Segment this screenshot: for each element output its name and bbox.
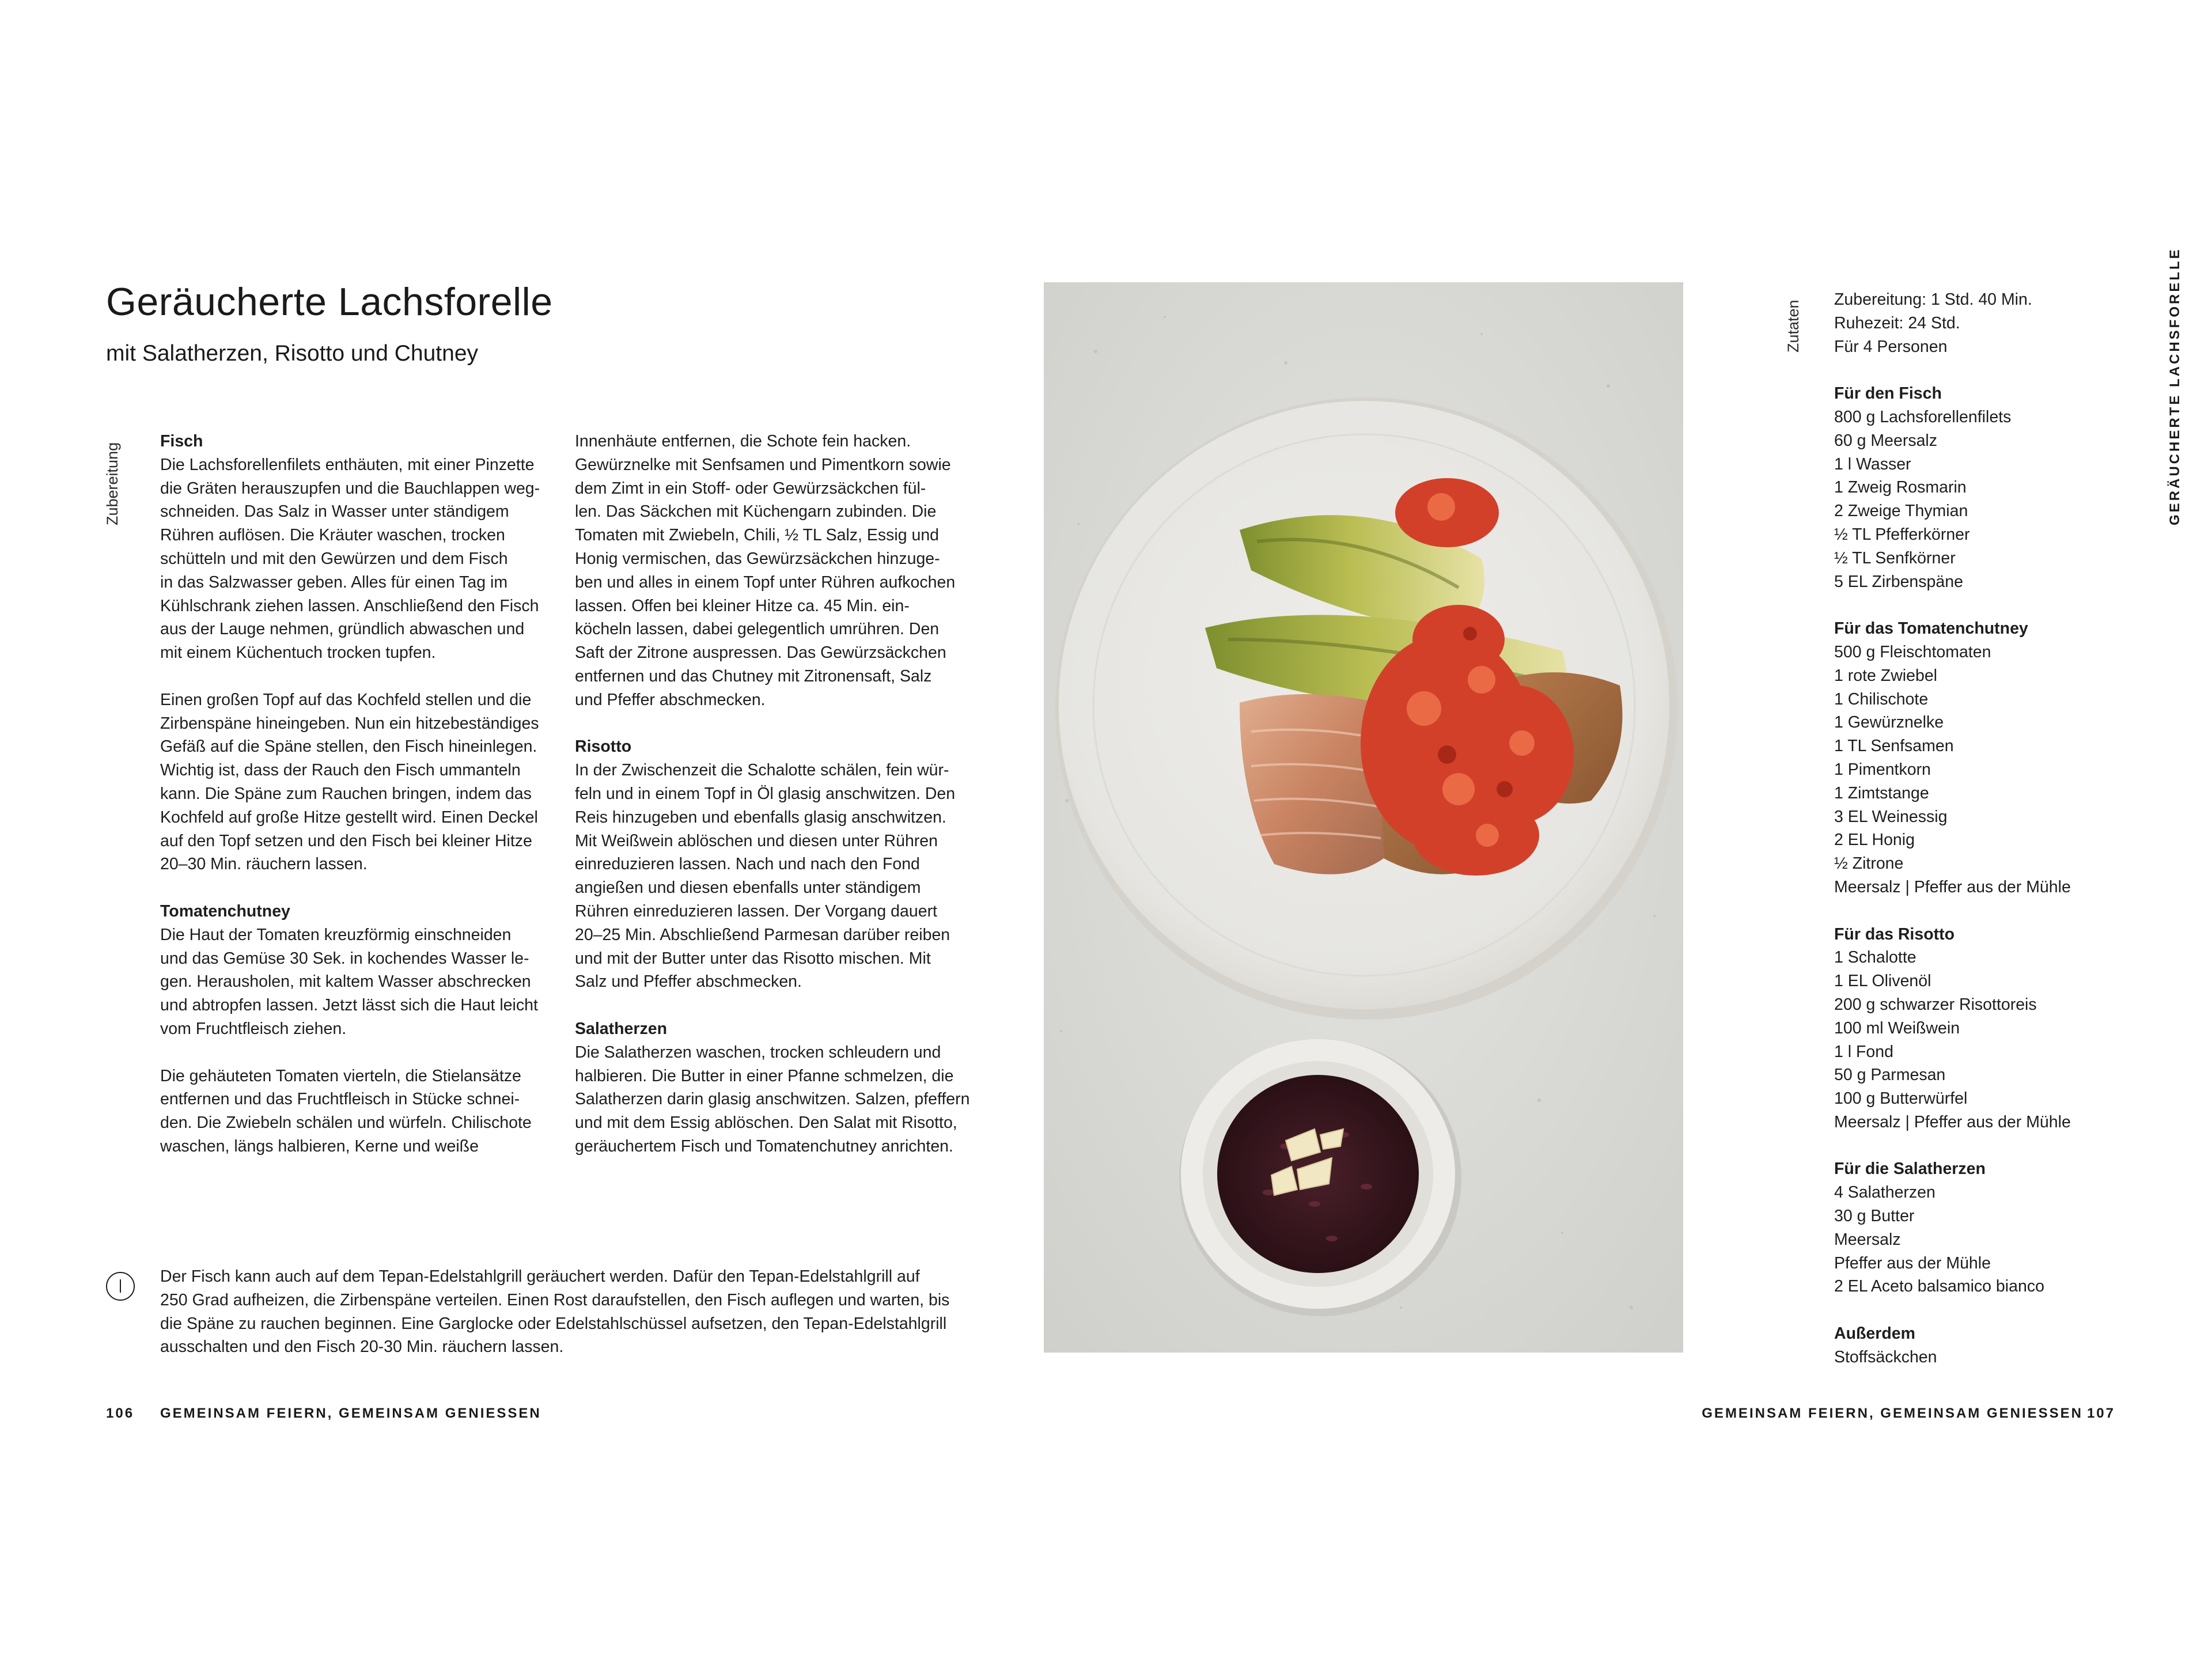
text-line: Die Salatherzen waschen, trocken schleudern und	[575, 1043, 941, 1062]
text-line: dem Zimt in ein Stoff- oder Gewürzsäckchen fül-	[575, 479, 926, 498]
text-line: 250 Grad aufheizen, die Zirbenspäne verteilen. Einen Rost daraufstellen, den Fisch auflegen und warten, bis	[160, 1290, 950, 1309]
text-line: In der Zwischenzeit die Schalotte schälen, fein wür-	[575, 761, 949, 780]
ingredient-item: 2 EL Aceto balsamico bianco	[1834, 1277, 2044, 1296]
ingredient-group-heading: Für das Tomatenchutney	[1834, 619, 2028, 638]
ingredient-item: 2 EL Honig	[1834, 831, 1915, 850]
ingredient-item: 1 Chilischote	[1834, 690, 1929, 709]
text-line: Gewürznelke mit Senfsamen und Pimentkorn sowie	[575, 455, 951, 474]
paragraph	[575, 430, 967, 712]
ingredient-item: 500 g Fleischtomaten	[1834, 642, 1991, 661]
ingredient-group-heading: Für den Fisch	[1834, 384, 1942, 403]
ingredient-item: Zubereitung: 1 Std. 40 Min.	[1834, 290, 2032, 309]
text-line: Tomaten mit Zwiebeln, Chili, ½ TL Salz, Essig und	[575, 526, 940, 545]
ingredient-item: 1 Gewürznelke	[1834, 713, 1944, 732]
text-line: ben und alles in einem Topf unter Rühren aufkochen	[575, 573, 956, 592]
text-line: mit einem Küchentuch trocken tupfen.	[160, 643, 436, 662]
text-line: und mit der Butter unter das Risotto mischen. Mit	[575, 949, 931, 968]
text-line: den. Die Zwiebeln schälen und würfeln. Chilischote	[160, 1113, 532, 1132]
ingredient-item: Pfeffer aus der Mühle	[1834, 1253, 1991, 1272]
text-line: Kochfeld auf große Hitze gestellt wird. Einen Deckel	[160, 808, 538, 827]
ingredient-item: 60 g Meersalz	[1834, 431, 1938, 450]
text-line: Rühren einreduzieren lassen. Der Vorgang dauert	[575, 902, 937, 921]
ingredient-item: 200 g schwarzer Risottoreis	[1834, 995, 2037, 1014]
text-line: Wichtig ist, dass der Rauch den Fisch ummanteln	[160, 761, 521, 780]
preparation-column-1	[160, 430, 540, 1182]
text-line: Saft der Zitrone auspressen. Das Gewürzsäckchen	[575, 643, 946, 662]
section-title-left: GEMEINSAM FEIERN, GEMEINSAM GENIESSEN	[160, 1406, 541, 1421]
text-line: ausschalten und den Fisch 20-30 Min. räuchern lassen.	[160, 1338, 564, 1357]
ingredient-item: 3 EL Weinessig	[1834, 807, 1948, 826]
text-line: 20–30 Min. räuchern lassen.	[160, 855, 368, 874]
text-line: 20–25 Min. Abschließend Parmesan darüber reiben	[575, 925, 950, 944]
text-line: schütteln und mit den Gewürzen und dem Fisch	[160, 549, 508, 568]
zutaten-label: Zutaten	[1785, 300, 1802, 353]
ingredient-group	[1834, 1157, 2111, 1298]
text-line: und das Gemüse 30 Sek. in kochendes Wasser le-	[160, 949, 529, 968]
page-number-right: 107	[2086, 1406, 2115, 1421]
fisch-heading: Fisch	[160, 432, 203, 450]
ingredient-group-heading: Für das Risotto	[1834, 925, 1955, 944]
text-line: und abtropfen lassen. Jetzt lässt sich die Haut leicht	[160, 996, 538, 1015]
ingredient-item: 1 rote Zwiebel	[1834, 666, 1938, 685]
ingredient-item: Ruhezeit: 24 Std.	[1834, 313, 1960, 332]
ingredient-group	[1834, 288, 2111, 358]
text-line: Die gehäuteten Tomaten vierteln, die Stielansätze	[160, 1066, 521, 1085]
text-line: entfernen und das Fruchtfleisch in Stücke schnei-	[160, 1090, 520, 1109]
text-line: aus der Lauge nehmen, gründlich abwaschen und	[160, 620, 525, 639]
ingredient-item: 1 TL Senfsamen	[1834, 737, 1954, 756]
zubereitung-label: Zubereitung	[104, 442, 121, 525]
paragraph	[160, 1065, 540, 1158]
ingredient-item: 800 g Lachsforellenfilets	[1834, 407, 2012, 426]
dish-photo	[1044, 282, 1683, 1353]
section-title-right: GEMEINSAM FEIERN, GEMEINSAM GENIESSEN	[1702, 1406, 2083, 1421]
text-line: kann. Die Späne zum Rauchen bringen, indem das	[160, 784, 532, 803]
risotto-heading: Risotto	[575, 737, 632, 756]
ingredient-item: 1 l Fond	[1834, 1042, 1893, 1061]
ingredient-item: Meersalz | Pfeffer aus der Mühle	[1834, 877, 2071, 896]
ingredient-item: ½ TL Senfkörner	[1834, 548, 1956, 567]
text-line: schneiden. Das Salz in Wasser unter ständigem	[160, 502, 509, 521]
text-line: Einen großen Topf auf das Kochfeld stellen und die	[160, 690, 532, 709]
ingredient-group	[1834, 617, 2111, 899]
ingredient-item: 100 g Butterwürfel	[1834, 1089, 1968, 1108]
text-line: die Gräten herauszupfen und die Bauchlappen weg-	[160, 479, 540, 498]
text-line: geräuchertem Fisch und Tomatenchutney anrichten.	[575, 1137, 953, 1156]
ingredient-item: 50 g Parmesan	[1834, 1066, 1946, 1085]
ingredient-item: 2 Zweige Thymian	[1834, 502, 1968, 521]
text-line: auf den Topf setzen und den Fisch bei kleiner Hitze	[160, 831, 532, 850]
ingredient-item: 1 Zimtstange	[1834, 783, 1929, 802]
text-line: Die Lachsforellenfilets enthäuten, mit einer Pinzette	[160, 455, 535, 474]
ingredient-group-heading: Außerdem	[1834, 1324, 1915, 1343]
text-line: Reis hinzugeben und ebenfalls glasig anschwitzen.	[575, 808, 946, 827]
ingredient-item: Meersalz	[1834, 1230, 1901, 1249]
ingredient-item: 5 EL Zirbenspäne	[1834, 572, 1963, 591]
ingredient-item: 4 Salatherzen	[1834, 1183, 1936, 1202]
text-line: in das Salzwasser geben. Alles für einen Tag im	[160, 573, 508, 592]
text-line: köcheln lassen, dabei gelegentlich umrühren. Den	[575, 620, 940, 639]
text-line: entfernen und das Chutney mit Zitronensaft, Salz	[575, 666, 932, 685]
text-line: gen. Herausholen, mit kaltem Wasser abschrecken	[160, 972, 531, 991]
ingredient-item: 1 Pimentkorn	[1834, 760, 1931, 779]
ingredient-group	[1834, 1322, 2111, 1369]
text-line: einreduzieren lassen. Nach und nach den Fond	[575, 855, 920, 874]
text-line: Honig vermischen, das Gewürzsäckchen hinzuge-	[575, 549, 940, 568]
recipe-title: Geräucherte Lachsforelle	[106, 280, 553, 324]
text-line: Rühren auflösen. Die Kräuter waschen, trocken	[160, 526, 505, 545]
text-line: und Pfeffer abschmecken.	[575, 690, 766, 709]
text-line: len. Das Säckchen mit Küchengarn zubinden. Die	[575, 502, 937, 521]
info-icon	[106, 1272, 135, 1301]
tomatenchutney-heading: Tomatenchutney	[160, 902, 290, 921]
text-line: Mit Weißwein ablöschen und diesen unter Rühren	[575, 831, 938, 850]
ingredient-group	[1834, 382, 2111, 593]
dish-illustration	[1044, 282, 1683, 1353]
paragraph	[160, 688, 540, 876]
text-line: Zirbenspäne hineingeben. Nun ein hitzebeständiges	[160, 714, 539, 733]
ingredient-item: 100 ml Weißwein	[1834, 1018, 1960, 1037]
text-line: die Späne zu rauchen beginnen. Eine Garglocke oder Edelstahlschüssel aufsetzen, den Tepan-Edelstahlgrill	[160, 1314, 947, 1333]
tip-text	[160, 1265, 967, 1359]
text-line: Salz und Pfeffer abschmecken.	[575, 972, 802, 991]
text-line: Innenhäute entfernen, die Schote fein hacken.	[575, 432, 911, 450]
ingredient-item: 1 l Wasser	[1834, 454, 1911, 474]
ingredient-group	[1834, 923, 2111, 1134]
ingredient-item: ½ TL Pfefferkörner	[1834, 525, 1970, 544]
paragraph	[575, 1041, 970, 1158]
ingredient-item: 30 g Butter	[1834, 1207, 1915, 1226]
text-line: Der Fisch kann auch auf dem Tepan-Edelstahlgrill geräuchert werden. Dafür den Tepan-Edelstahlgrill auf	[160, 1267, 920, 1286]
ingredient-group-heading: Für die Salatherzen	[1834, 1160, 1986, 1179]
page-number-left: 106	[106, 1406, 135, 1421]
ingredient-item: 1 EL Olivenöl	[1834, 972, 1931, 991]
text-line: halbieren. Die Butter in einer Pfanne schmelzen, die	[575, 1066, 954, 1085]
text-line: waschen, längs halbieren, Kerne und weiße	[160, 1137, 479, 1156]
text-line: und mit dem Essig ablöschen. Den Salat mit Risotto,	[575, 1113, 957, 1132]
text-line: Salatherzen darin glasig anschwitzen. Salzen, pfeffern	[575, 1090, 970, 1109]
paragraph	[160, 453, 540, 665]
paragraph	[575, 759, 967, 994]
ingredient-item: Stoffsäckchen	[1834, 1347, 1937, 1366]
ingredient-item: ½ Zitrone	[1834, 854, 1904, 873]
preparation-column-2	[575, 430, 970, 1182]
salatherzen-heading: Salatherzen	[575, 1019, 667, 1038]
text-line: Gefäß auf die Späne stellen, den Fisch hineinlegen.	[160, 737, 537, 756]
text-line: Kühlschrank ziehen lassen. Anschließend den Fisch	[160, 596, 539, 615]
ingredient-item: 1 Zweig Rosmarin	[1834, 478, 1967, 497]
side-running-title: GERÄUCHERTE LACHSFORELLE	[2167, 247, 2183, 525]
text-line: feln und in einem Topf in Öl glasig anschwitzen. Den	[575, 784, 956, 803]
ingredient-item: Meersalz | Pfeffer aus der Mühle	[1834, 1112, 2071, 1131]
paragraph	[160, 923, 540, 1041]
text-line: angießen und diesen ebenfalls unter ständigem	[575, 878, 921, 897]
text-line: Die Haut der Tomaten kreuzförmig einschneiden	[160, 925, 512, 944]
recipe-subtitle: mit Salatherzen, Risotto und Chutney	[106, 341, 479, 366]
ingredients-list	[1834, 288, 2111, 1369]
ingredient-item: Für 4 Personen	[1834, 337, 1948, 356]
ingredient-item: 1 Schalotte	[1834, 948, 1916, 967]
text-line: vom Fruchtfleisch ziehen.	[160, 1019, 347, 1038]
text-line: lassen. Offen bei kleiner Hitze ca. 45 Min. ein-	[575, 596, 910, 615]
